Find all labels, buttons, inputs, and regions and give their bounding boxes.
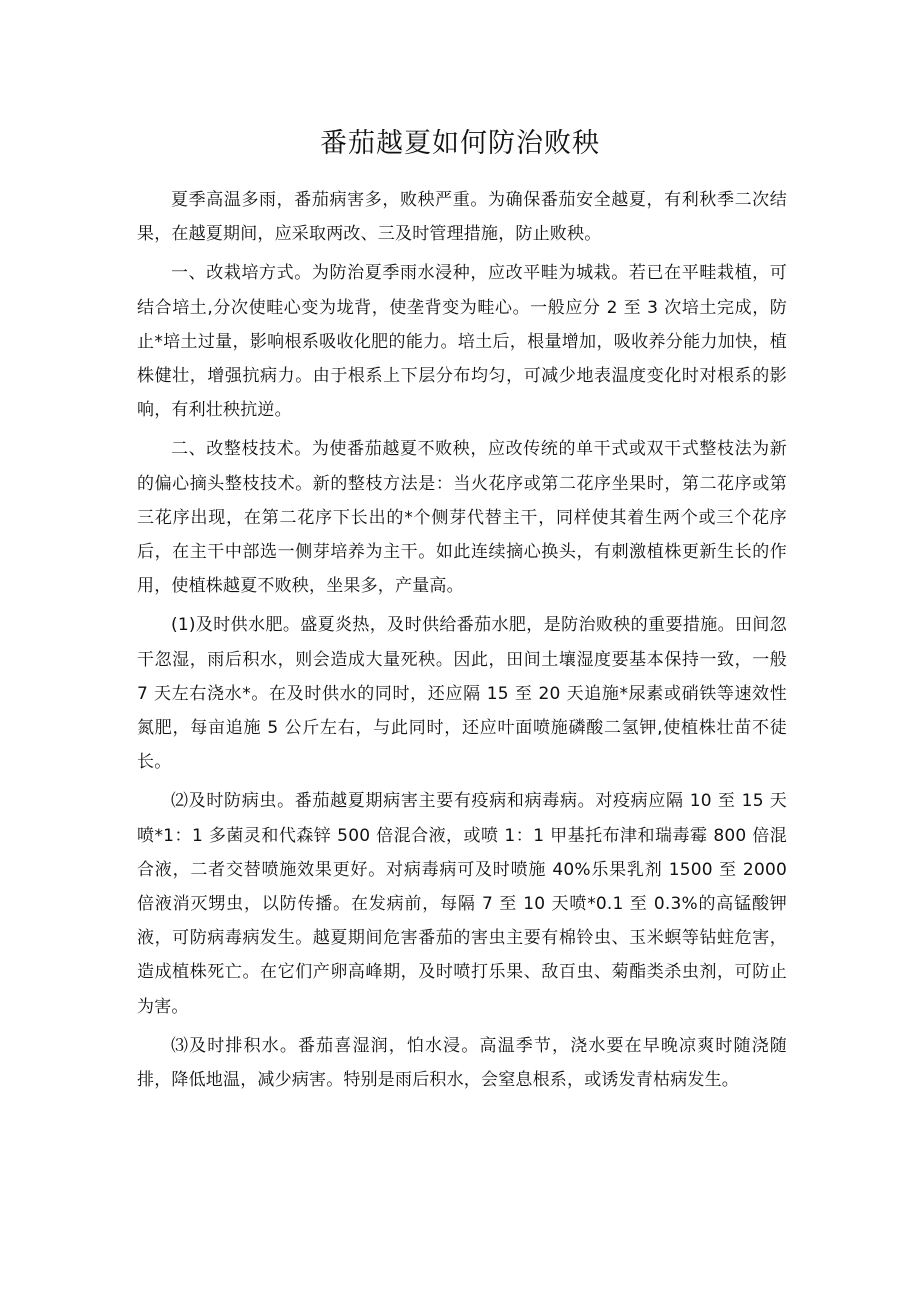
paragraph-intro: 夏季高温多雨，番茄病害多，败秧严重。为确保番茄安全越夏，有利秋季二次结果，在越夏期间，应采取两改、三及时管理措施，防止败秧。: [137, 190, 787, 245]
document-title: 番茄越夏如何防治败秧: [320, 128, 600, 159]
paragraph-drainage: ⑶及时排积水。番茄喜湿润，怕水浸。高温季节，浇水要在早晚凉爽时随浇随排，降低地温，减少病害。特别是雨后积水，会窒息根系，或诱发青枯病发生。: [137, 1035, 787, 1091]
paragraph-pruning-technique: 二、改整枝技术。为使番茄越夏不败秧，应改传统的单干式或双干式整枝法为新的偏心摘头整枝技术。新的整枝方法是：当火花序或第二花序坐果时，第二花序或第三花序出现，在第二花序下长出的*个侧芽代替主干，同样使其着生两个或三个花序后，在主干中部选一侧芽培养为主干。如此连续摘心换头，有刺激植株更新生长的作用，使植株越夏不败秧，坐果多，产量高。: [137, 439, 787, 597]
paragraph-pest-control: ⑵及时防病虫。番茄越夏期病害主要有疫病和病毒病。对疫病应隔 10 至 15 天喷*1：1 多菌灵和代森锌 500 倍混合液，或喷 1：1 甲基托布津和瑞毒霉 800 倍混合液，二者交替喷施效果更好。对病毒病可及时喷施 40%乐果乳剂 1500 至 2000 倍液消灭甥虫，以防传播。在发病前，每隔 7 至 10 天喷*0.1 至 0.3%的高锰酸钾液，可防病毒病发生。越夏期间危害番茄的害虫主要有棉铃虫、玉米螟等钻蛀危害，造成植株死亡。在它们产卵高峰期，及时喷打乐果、敌百虫、菊酯类杀虫剂，可防止为害。: [137, 791, 787, 1017]
paragraph-cultivation-method: 一、改栽培方式。为防治夏季雨水浸种，应改平畦为城栽。若已在平畦栽植，可结合培土,分次使畦心变为垅背，使垄背变为畦心。一般应分 2 至 3 次培土完成，防止*培土过量，影响根系吸收化肥的能力。培土后，根量增加，吸收养分能力加快，植株健壮，增强抗病力。由于根系上下层分布均匀，可减少地表温度变化时对根系的影响，有利壮秧抗逆。: [137, 263, 787, 421]
document-body: [137, 183, 787, 1102]
paragraph-water-fertilizer: (1)及时供水肥。盛夏炎热，及时供给番茄水肥，是防治败秧的重要措施。田间忽干忽湿，雨后积水，则会造成大量死秧。因此，田间土壤湿度要基本保持一致，一般 7 天左右浇水*。在及时供水的同时，还应隔 15 至 20 天追施*尿素或硝铁等速效性氮肥，每亩追施 5 公斤左右，与此同时，还应叶面喷施磷酸二氢钾,使植株壮苗不徒长。: [137, 615, 787, 773]
